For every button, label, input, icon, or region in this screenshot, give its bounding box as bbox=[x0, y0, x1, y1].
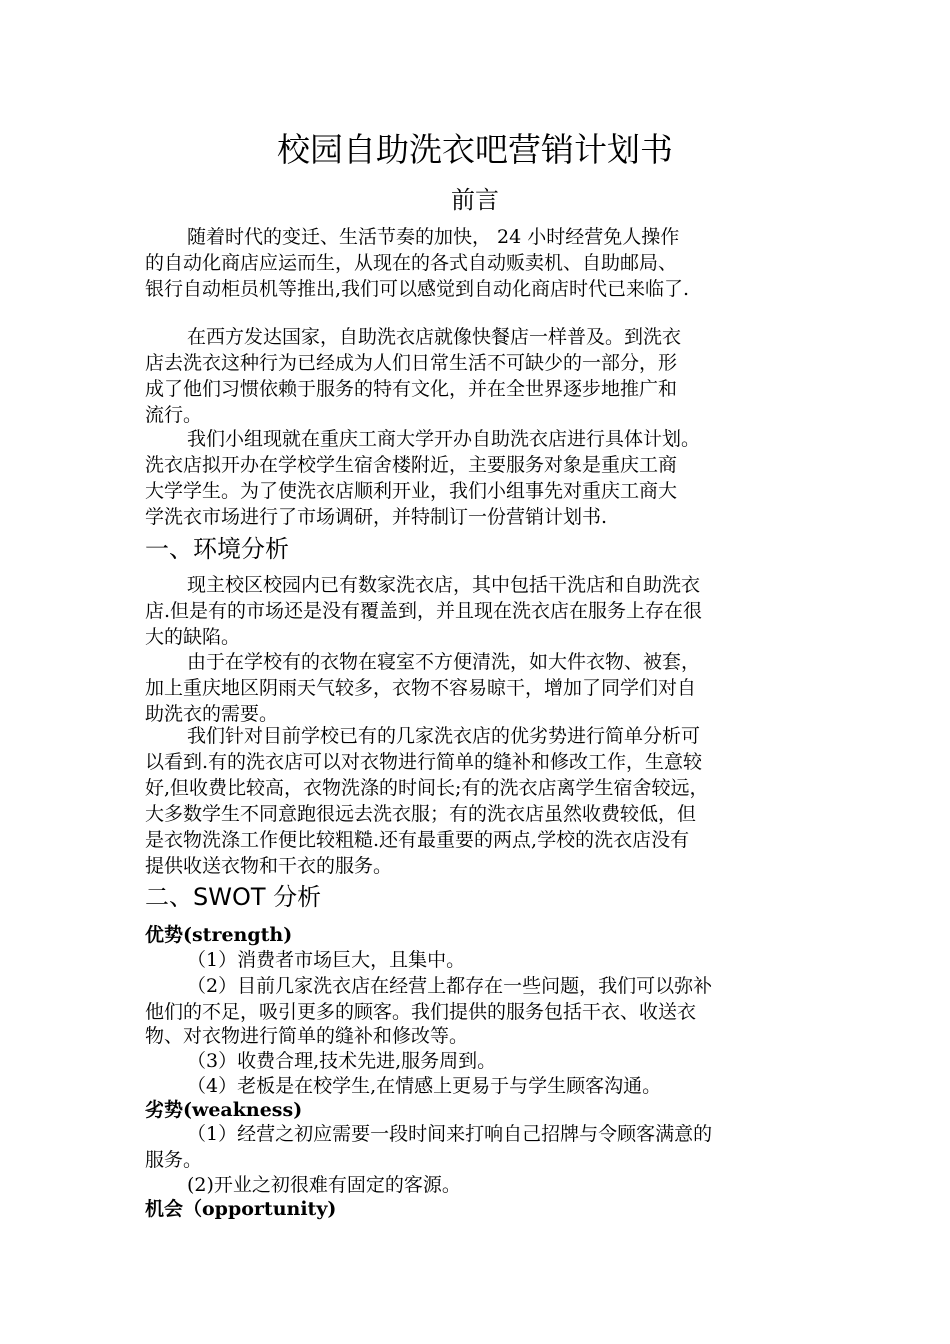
section1-p2-line: 加上重庆地区阴雨天气较多，衣物不容易晾干，增加了同学们对自 bbox=[145, 677, 697, 699]
preface-heading: 前言 bbox=[451, 186, 499, 214]
section1-p3-line: 是衣物洗涤工作便比较粗糙.还有最重要的两点,学校的洗衣店没有 bbox=[145, 829, 690, 851]
strength-item: （4）老板是在校学生,在情感上更易于与学生顾客沟通。 bbox=[187, 1075, 662, 1097]
section1-p1-line: 现主校区校园内已有数家洗衣店，其中包括干洗店和自助洗衣 bbox=[187, 574, 701, 596]
strength-item: 物、对衣物进行简单的缝补和修改等。 bbox=[145, 1025, 469, 1047]
section-heading-swot: 二、SWOT 分析 bbox=[145, 883, 322, 911]
section1-p3-line: 提供收送衣物和干衣的服务。 bbox=[145, 855, 393, 877]
preface-p3-line: 大学学生。为了使洗衣店顺利开业，我们小组事先对重庆工商大 bbox=[145, 480, 678, 502]
preface-p1-line: 随着时代的变迁、生活节奏的加快， 24 小时经营免人操作 bbox=[187, 226, 680, 248]
preface-p3-line: 洗衣店拟开办在学校学生宿舍楼附近，主要服务对象是重庆工商 bbox=[145, 454, 678, 476]
weakness-item: (2)开业之初很难有固定的客源。 bbox=[187, 1174, 461, 1196]
preface-p2-line: 流行。 bbox=[145, 404, 203, 426]
strength-item: （2）目前几家洗衣店在经营上都存在一些问题，我们可以弥补 bbox=[187, 975, 713, 997]
preface-p1-line: 的自动化商店应运而生，从现在的各式自动贩卖机、自助邮局、 bbox=[145, 252, 678, 274]
strength-item: （1）消费者市场巨大，且集中。 bbox=[187, 949, 466, 971]
weakness-item: 服务。 bbox=[145, 1149, 203, 1171]
strength-item: （3）收费合理,技术先进,服务周到。 bbox=[187, 1050, 497, 1072]
preface-p3-line: 学洗衣市场进行了市场调研，并特制订一份营销计划书. bbox=[145, 506, 608, 528]
weakness-label: 劣势(weakness) bbox=[145, 1099, 303, 1121]
section1-p3-line: 好,但收费比较高，衣物洗涤的时间长;有的洗衣店离学生宿舍较远， bbox=[145, 777, 709, 799]
opportunity-label: 机会（opportunity) bbox=[145, 1198, 337, 1220]
section1-p3-line: 大多数学生不同意跑很远去洗衣服；有的洗衣店虽然收费较低，但 bbox=[145, 803, 697, 825]
strength-label: 优势(strength) bbox=[145, 924, 293, 946]
section1-p3-line: 以看到.有的洗衣店可以对衣物进行简单的缝补和修改工作，生意较 bbox=[145, 751, 703, 773]
section1-p2-line: 助洗衣的需要。 bbox=[145, 703, 279, 725]
weakness-item: （1）经营之初应需要一段时间来打响自己招牌与令顾客满意的 bbox=[187, 1123, 713, 1145]
section1-p1-line: 店.但是有的市场还是没有覆盖到，并且现在洗衣店在服务上存在很 bbox=[145, 600, 703, 622]
preface-p2-line: 店去洗衣这种行为已经成为人们日常生活不可缺少的一部分，形 bbox=[145, 352, 678, 374]
strength-item: 他们的不足，吸引更多的顾客。我们提供的服务包括干衣、收送衣 bbox=[145, 1001, 697, 1023]
section-heading-environment: 一、环境分析 bbox=[145, 535, 289, 563]
preface-p2-line: 在西方发达国家，自助洗衣店就像快餐店一样普及。到洗衣 bbox=[187, 326, 682, 348]
section1-p2-line: 由于在学校有的衣物在寝室不方便清洗，如大件衣物、被套， bbox=[187, 651, 701, 673]
document-title: 校园自助洗衣吧营销计划书 bbox=[277, 130, 673, 169]
section1-p3-line: 我们针对目前学校已有的几家洗衣店的优劣势进行简单分析可 bbox=[187, 725, 701, 747]
section1-p1-line: 大的缺陷。 bbox=[145, 626, 241, 648]
preface-p1-line: 银行自动柜员机等推出,我们可以感觉到自动化商店时代已来临了. bbox=[145, 278, 690, 300]
preface-p3-line: 我们小组现就在重庆工商大学开办自助洗衣店进行具体计划。 bbox=[187, 428, 701, 450]
preface-p2-line: 成了他们习惯依赖于服务的特有文化，并在全世界逐步地推广和 bbox=[145, 378, 678, 400]
